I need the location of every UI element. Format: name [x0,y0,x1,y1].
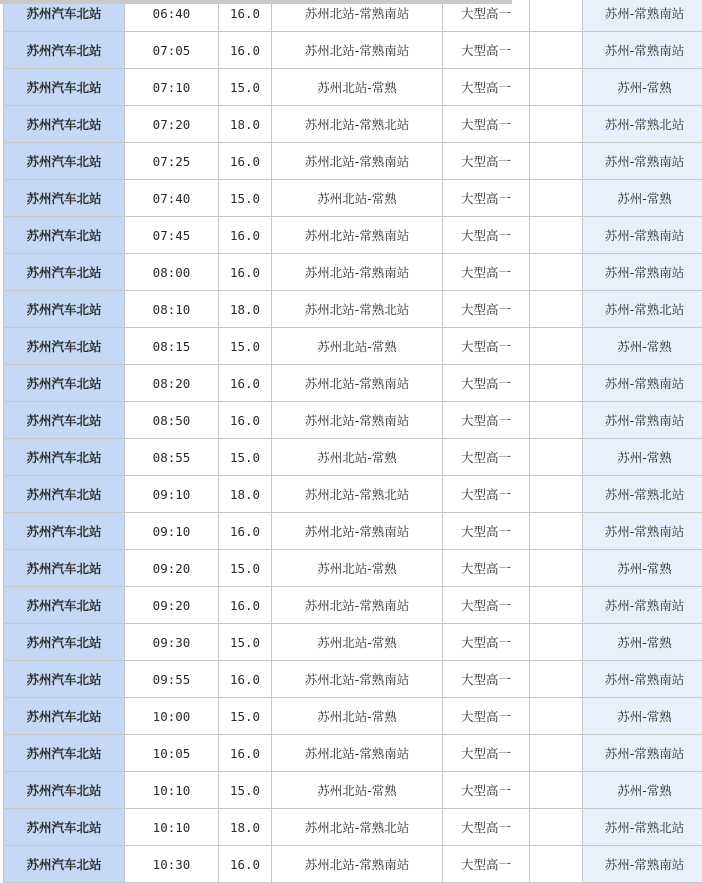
fare-cell: 15.0 [219,328,272,365]
station-cell: 苏州汽车北站 [4,661,125,698]
note-cell [530,217,583,254]
bus-type-cell: 大型高一 [443,513,530,550]
departure-time-cell: 09:20 [125,550,219,587]
route-cell: 苏州北站-常熟 [272,69,443,106]
table-row [4,69,702,106]
departure-time-cell: 08:15 [125,328,219,365]
route-cell: 苏州北站-常熟南站 [272,365,443,402]
table-row [4,106,702,143]
fare-cell: 16.0 [219,513,272,550]
route-cell: 苏州北站-常熟 [272,328,443,365]
departure-time-cell: 06:40 [125,0,219,32]
bus-type-cell: 大型高一 [443,291,530,328]
station-cell: 苏州汽车北站 [4,291,125,328]
table-row [4,587,702,624]
route-cell: 苏州北站-常熟 [272,624,443,661]
note-cell [530,0,583,32]
fare-cell: 15.0 [219,69,272,106]
fare-cell: 15.0 [219,439,272,476]
departure-time-cell: 07:25 [125,143,219,180]
bus-type-cell: 大型高一 [443,106,530,143]
departure-time-cell: 07:05 [125,32,219,69]
station-cell: 苏州汽车北站 [4,439,125,476]
bus-type-cell: 大型高一 [443,624,530,661]
note-cell [530,772,583,809]
fare-cell: 15.0 [219,180,272,217]
fare-cell: 15.0 [219,698,272,735]
note-cell [530,291,583,328]
line-name-cell: 苏州-常熟南站 [583,32,702,69]
bus-type-cell: 大型高一 [443,846,530,883]
bus-type-cell: 大型高一 [443,180,530,217]
line-name-cell: 苏州-常熟南站 [583,365,702,402]
route-cell: 苏州北站-常熟 [272,772,443,809]
line-name-cell: 苏州-常熟 [583,624,702,661]
note-cell [530,69,583,106]
line-name-cell: 苏州-常熟南站 [583,0,702,32]
table-row [4,328,702,365]
line-name-cell: 苏州-常熟 [583,439,702,476]
line-name-cell: 苏州-常熟南站 [583,846,702,883]
note-cell [530,476,583,513]
departure-time-cell: 10:05 [125,735,219,772]
note-cell [530,809,583,846]
station-cell: 苏州汽车北站 [4,550,125,587]
note-cell [530,143,583,180]
fare-cell: 18.0 [219,809,272,846]
line-name-cell: 苏州-常熟北站 [583,476,702,513]
table-row [4,217,702,254]
table-row [4,291,702,328]
fare-cell: 16.0 [219,254,272,291]
fare-cell: 16.0 [219,402,272,439]
line-name-cell: 苏州-常熟 [583,180,702,217]
bus-schedule-table [3,0,702,883]
bus-type-cell: 大型高一 [443,550,530,587]
departure-time-cell: 09:10 [125,513,219,550]
departure-time-cell: 10:30 [125,846,219,883]
route-cell: 苏州北站-常熟南站 [272,143,443,180]
line-name-cell: 苏州-常熟北站 [583,291,702,328]
note-cell [530,439,583,476]
table-row [4,254,702,291]
route-cell: 苏州北站-常熟南站 [272,846,443,883]
bus-type-cell: 大型高一 [443,735,530,772]
bus-type-cell: 大型高一 [443,0,530,32]
fare-cell: 15.0 [219,550,272,587]
departure-time-cell: 08:50 [125,402,219,439]
table-row [4,550,702,587]
bus-type-cell: 大型高一 [443,69,530,106]
bus-type-cell: 大型高一 [443,439,530,476]
note-cell [530,254,583,291]
station-cell: 苏州汽车北站 [4,0,125,32]
station-cell: 苏州汽车北站 [4,698,125,735]
fare-cell: 16.0 [219,365,272,402]
fare-cell: 16.0 [219,846,272,883]
fare-cell: 18.0 [219,106,272,143]
station-cell: 苏州汽车北站 [4,180,125,217]
table-row [4,365,702,402]
note-cell [530,180,583,217]
station-cell: 苏州汽车北站 [4,402,125,439]
route-cell: 苏州北站-常熟南站 [272,513,443,550]
table-row [4,513,702,550]
bus-type-cell: 大型高一 [443,402,530,439]
note-cell [530,365,583,402]
departure-time-cell: 10:00 [125,698,219,735]
departure-time-cell: 09:10 [125,476,219,513]
table-row [4,698,702,735]
note-cell [530,513,583,550]
departure-time-cell: 10:10 [125,809,219,846]
bus-type-cell: 大型高一 [443,587,530,624]
departure-time-cell: 09:20 [125,587,219,624]
note-cell [530,587,583,624]
bus-type-cell: 大型高一 [443,32,530,69]
station-cell: 苏州汽车北站 [4,143,125,180]
fare-cell: 15.0 [219,624,272,661]
station-cell: 苏州汽车北站 [4,809,125,846]
departure-time-cell: 07:20 [125,106,219,143]
station-cell: 苏州汽车北站 [4,328,125,365]
departure-time-cell: 08:10 [125,291,219,328]
bus-type-cell: 大型高一 [443,772,530,809]
station-cell: 苏州汽车北站 [4,106,125,143]
station-cell: 苏州汽车北站 [4,476,125,513]
station-cell: 苏州汽车北站 [4,846,125,883]
bus-type-cell: 大型高一 [443,328,530,365]
table-row [4,809,702,846]
bus-type-cell: 大型高一 [443,365,530,402]
station-cell: 苏州汽车北站 [4,32,125,69]
bus-type-cell: 大型高一 [443,698,530,735]
table-row [4,0,702,32]
note-cell [530,106,583,143]
route-cell: 苏州北站-常熟南站 [272,254,443,291]
note-cell [530,661,583,698]
route-cell: 苏州北站-常熟北站 [272,291,443,328]
bus-type-cell: 大型高一 [443,476,530,513]
route-cell: 苏州北站-常熟北站 [272,106,443,143]
table-row [4,476,702,513]
station-cell: 苏州汽车北站 [4,587,125,624]
table-row [4,624,702,661]
fare-cell: 16.0 [219,143,272,180]
route-cell: 苏州北站-常熟 [272,698,443,735]
line-name-cell: 苏州-常熟 [583,698,702,735]
departure-time-cell: 10:10 [125,772,219,809]
line-name-cell: 苏州-常熟北站 [583,106,702,143]
route-cell: 苏州北站-常熟南站 [272,0,443,32]
line-name-cell: 苏州-常熟南站 [583,587,702,624]
station-cell: 苏州汽车北站 [4,217,125,254]
line-name-cell: 苏州-常熟 [583,69,702,106]
fare-cell: 18.0 [219,476,272,513]
route-cell: 苏州北站-常熟 [272,550,443,587]
table-row [4,772,702,809]
line-name-cell: 苏州-常熟 [583,550,702,587]
fare-cell: 16.0 [219,0,272,32]
route-cell: 苏州北站-常熟 [272,180,443,217]
station-cell: 苏州汽车北站 [4,365,125,402]
table-row [4,661,702,698]
fare-cell: 15.0 [219,772,272,809]
fare-cell: 16.0 [219,32,272,69]
station-cell: 苏州汽车北站 [4,513,125,550]
fare-cell: 18.0 [219,291,272,328]
note-cell [530,846,583,883]
departure-time-cell: 08:55 [125,439,219,476]
line-name-cell: 苏州-常熟南站 [583,735,702,772]
station-cell: 苏州汽车北站 [4,735,125,772]
table-row [4,143,702,180]
fare-cell: 16.0 [219,661,272,698]
bus-type-cell: 大型高一 [443,661,530,698]
route-cell: 苏州北站-常熟 [272,439,443,476]
station-cell: 苏州汽车北站 [4,254,125,291]
fare-cell: 16.0 [219,587,272,624]
note-cell [530,328,583,365]
departure-time-cell: 09:30 [125,624,219,661]
departure-time-cell: 08:00 [125,254,219,291]
table-row [4,402,702,439]
departure-time-cell: 07:45 [125,217,219,254]
schedule-body [4,0,702,883]
note-cell [530,402,583,439]
route-cell: 苏州北站-常熟南站 [272,217,443,254]
bus-type-cell: 大型高一 [443,217,530,254]
line-name-cell: 苏州-常熟北站 [583,809,702,846]
line-name-cell: 苏州-常熟南站 [583,217,702,254]
line-name-cell: 苏州-常熟南站 [583,661,702,698]
note-cell [530,624,583,661]
note-cell [530,32,583,69]
route-cell: 苏州北站-常熟南站 [272,402,443,439]
table-row [4,32,702,69]
line-name-cell: 苏州-常熟南站 [583,513,702,550]
bus-type-cell: 大型高一 [443,254,530,291]
route-cell: 苏州北站-常熟南站 [272,587,443,624]
route-cell: 苏州北站-常熟南站 [272,735,443,772]
fare-cell: 16.0 [219,735,272,772]
table-row [4,846,702,883]
line-name-cell: 苏州-常熟 [583,772,702,809]
departure-time-cell: 07:10 [125,69,219,106]
note-cell [530,550,583,587]
route-cell: 苏州北站-常熟南站 [272,32,443,69]
table-row [4,439,702,476]
station-cell: 苏州汽车北站 [4,624,125,661]
station-cell: 苏州汽车北站 [4,772,125,809]
line-name-cell: 苏州-常熟南站 [583,254,702,291]
departure-time-cell: 08:20 [125,365,219,402]
route-cell: 苏州北站-常熟北站 [272,809,443,846]
table-row [4,180,702,217]
bus-type-cell: 大型高一 [443,143,530,180]
line-name-cell: 苏州-常熟 [583,328,702,365]
route-cell: 苏州北站-常熟南站 [272,661,443,698]
departure-time-cell: 09:55 [125,661,219,698]
line-name-cell: 苏州-常熟南站 [583,402,702,439]
fare-cell: 16.0 [219,217,272,254]
line-name-cell: 苏州-常熟南站 [583,143,702,180]
horizontal-scrollbar[interactable] [0,0,512,4]
note-cell [530,698,583,735]
note-cell [530,735,583,772]
bus-type-cell: 大型高一 [443,809,530,846]
route-cell: 苏州北站-常熟北站 [272,476,443,513]
station-cell: 苏州汽车北站 [4,69,125,106]
table-row [4,735,702,772]
departure-time-cell: 07:40 [125,180,219,217]
